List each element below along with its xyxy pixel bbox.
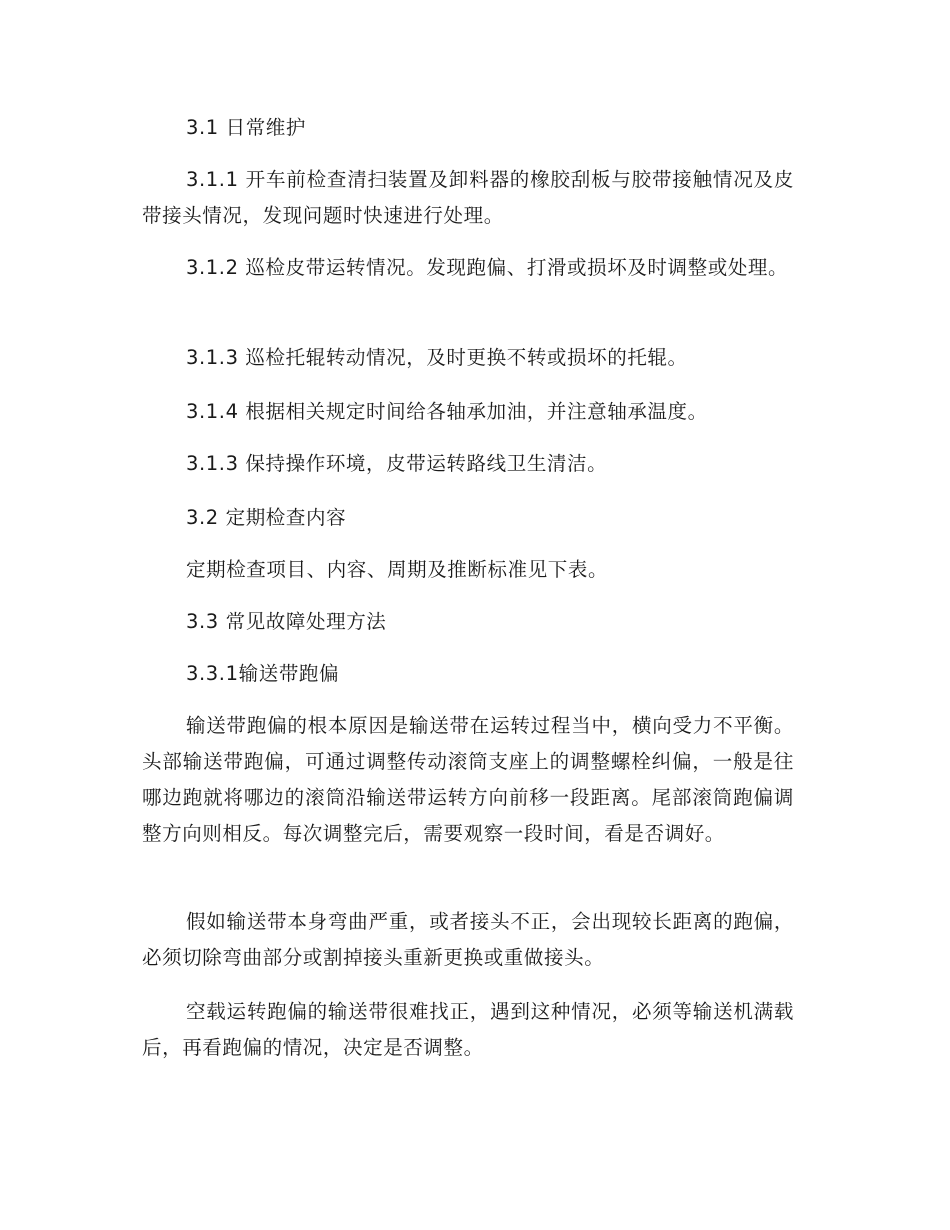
paragraph-3-1-1: 3.1.1 开车前检查清扫装置及卸料器的橡胶刮板与胶带接触情况及皮带接头情况，发现问题时快速进行处理。	[142, 168, 794, 227]
paragraph-3-1-2: 3.1.2 巡检皮带运转情况。发现跑偏、打滑或损坏及时调整或处理。	[186, 256, 789, 279]
paragraph-belt-bending: 假如输送带本身弯曲严重，或者接头不正，会出现较长距离的跑偏，必须切除弯曲部分或割掉接头重新更换或重做接头。	[142, 910, 794, 969]
paragraph-belt-deviation-cause: 输送带跑偏的根本原因是输送带在运转过程当中，横向受力不平衡。头部输送带跑偏，可通过调整传动滚筒支座上的调整螺栓纠偏，一般是往哪边跑就将哪边的滚筒沿输送带运转方向前移一段距离。尾部滚筒跑偏调整方向则相反。每次调整完后，需要观察一段时间，看是否调好。	[142, 714, 794, 845]
paragraph-3-1-3-environment: 3.1.3 保持操作环境，皮带运转路线卫生清洁。	[186, 452, 608, 475]
section-heading-3-1: 3.1 日常维护	[186, 116, 307, 139]
paragraph-3-2-text: 定期检查项目、内容、周期及推断标准见下表。	[186, 558, 609, 581]
paragraph-3-1-3-rollers: 3.1.3 巡检托辊转动情况，及时更换不转或损坏的托辊。	[186, 346, 688, 369]
section-heading-3-2: 3.2 定期检查内容	[186, 506, 347, 529]
paragraph-3-1-4: 3.1.4 根据相关规定时间给各轴承加油，并注意轴承温度。	[186, 400, 708, 423]
section-heading-3-3: 3.3 常见故障处理方法	[186, 610, 387, 633]
paragraph-empty-load-deviation: 空载运转跑偏的输送带很难找正，遇到这种情况，必须等输送机满载后，再看跑偏的情况，决定是否调整。	[142, 1000, 794, 1059]
section-heading-3-3-1: 3.3.1输送带跑偏	[186, 662, 340, 685]
